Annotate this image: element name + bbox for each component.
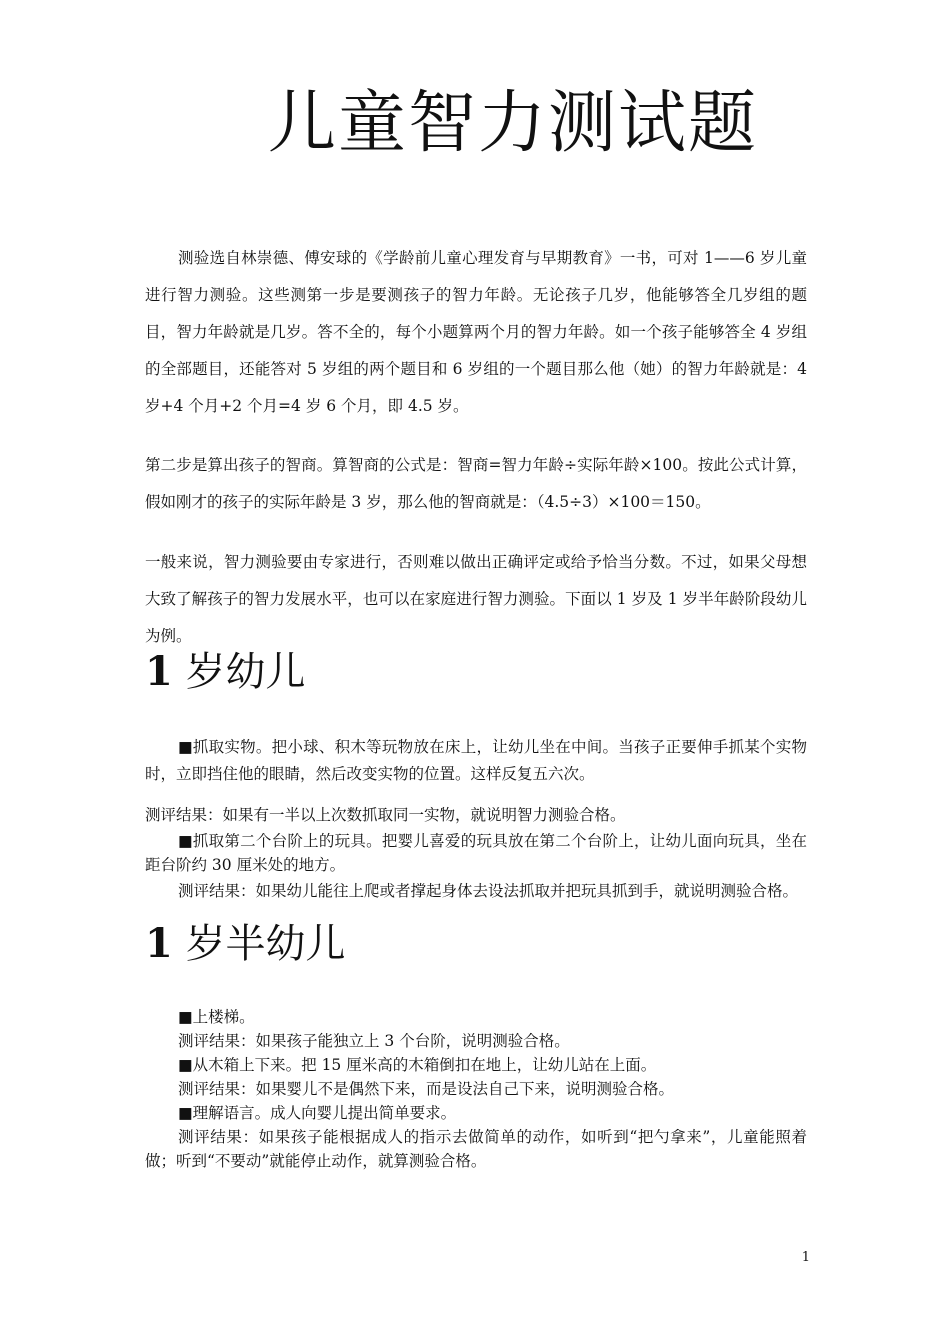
- section2-result-2: 测评结果：如果婴儿不是偶然下来，而是设法自己下来，说明测验合格。: [178, 1080, 675, 1098]
- section2-result-3: 测评结果：如果孩子能根据成人的指示去做简单的动作，如听到“把勺拿来”，儿童能照着做；听到“不要动”就能停止动作，就算测验合格。: [145, 1128, 807, 1170]
- page-number: 1: [801, 1250, 810, 1265]
- section2-result-1: 测评结果：如果孩子能独立上 3 个台阶，说明测验合格。: [178, 1032, 570, 1050]
- section2-item-2: ■从木箱上下来。把 15 厘米高的木箱倒扣在地上，让幼儿站在上面。: [178, 1056, 657, 1074]
- page-title: 儿童智力测试题: [267, 84, 758, 163]
- section2-item-3: ■理解语言。成人向婴儿提出简单要求。: [178, 1104, 457, 1122]
- section-heading-1-5-year: [145, 919, 346, 969]
- section-heading-text: 岁半幼儿: [185, 921, 346, 967]
- section1-item-1: ■抓取实物。把小球、积木等玩物放在床上，让幼儿坐在中间。当孩子正要伸手抓某个实物时，立即挡住他的眼睛，然后改变实物的位置。这样反复五六次。: [145, 738, 807, 783]
- section-heading-number: 1: [145, 648, 173, 695]
- intro-paragraph-2: 第二步是算出孩子的智商。算智商的公式是：智商=智力年龄÷实际年龄×100。按此公式计算，假如刚才的孩子的实际年龄是 3 岁，那么他的智商就是：（4.5÷3）×100＝150。: [145, 456, 807, 511]
- intro-paragraph-3: 一般来说，智力测验要由专家进行，否则难以做出正确评定或给予恰当分数。不过，如果父母想大致了解孩子的智力发展水平，也可以在家庭进行智力测验。下面以 1 岁及 1 岁半年龄阶段幼儿为例。: [145, 553, 807, 645]
- section1-item-2: ■抓取第二个台阶上的玩具。把婴儿喜爱的玩具放在第二个台阶上，让幼儿面向玩具，坐在距台阶约 30 厘米处的地方。: [145, 832, 807, 874]
- section2-item-1: ■上楼梯。: [178, 1008, 255, 1026]
- section1-result-1: 测评结果：如果有一半以上次数抓取同一实物，就说明智力测验合格。: [145, 806, 626, 824]
- section-heading-text: 岁幼儿: [185, 649, 306, 695]
- section-heading-1-year: [145, 647, 306, 697]
- section-heading-number: 1: [145, 920, 173, 967]
- intro-paragraph-1: 测验选自林崇德、傅安球的《学龄前儿童心理发育与早期教育》一书，可对 1——6 岁儿童进行智力测验。这些测第一步是要测孩子的智力年龄。无论孩子几岁，他能够答全几岁组的题目，智力年龄就是几岁。答不全的，每个小题算两个月的智力年龄。如一个孩子能够答全 4 岁组的全部题目，还能答对 5 岁组的两个题目和 6 岁组的一个题目那么他（她）的智力年龄就是：4 岁+4 个月+2 个月=4 岁 6 个月，即 4.5 岁。: [145, 249, 807, 415]
- section1-result-2: 测评结果：如果幼儿能往上爬或者撑起身体去设法抓取并把玩具抓到手，就说明测验合格。: [178, 882, 799, 900]
